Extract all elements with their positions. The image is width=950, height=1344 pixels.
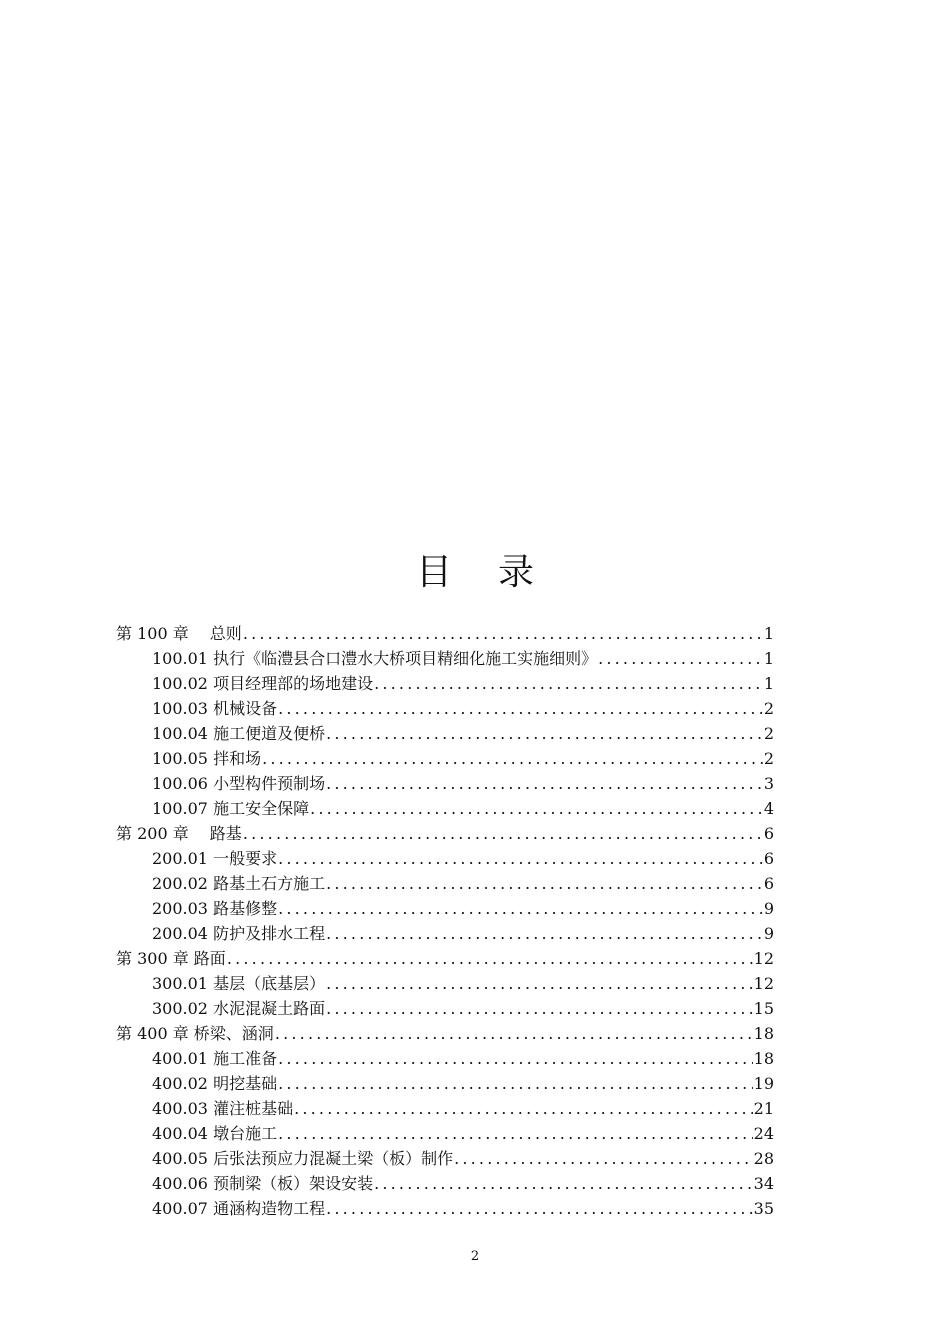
toc-section-entry[interactable] xyxy=(116,996,774,1021)
toc-page-number: 12 xyxy=(753,949,774,968)
toc-entry-text: 400.03 灌注桩基础 xyxy=(152,1099,294,1118)
toc-entry-text: 100.02 项目经理部的场地建设 xyxy=(152,674,374,693)
toc-chapter-entry[interactable] xyxy=(116,821,774,846)
toc-entry-text: 400.02 明挖基础 xyxy=(152,1074,278,1093)
toc-dot-leader xyxy=(326,1196,753,1221)
toc-page-number: 19 xyxy=(753,1074,774,1093)
toc-dot-leader xyxy=(243,621,763,646)
toc-entry-text: 300.01 基层（底基层） xyxy=(152,974,326,993)
toc-entry-text: 第 400 章 桥梁、涵洞 xyxy=(116,1024,274,1043)
toc-entry-text: 200.03 路基修整 xyxy=(152,899,278,918)
toc-dot-leader xyxy=(454,1146,753,1171)
toc-page-number: 1 xyxy=(763,649,774,668)
toc-entry-text: 100.05 拌和场 xyxy=(152,749,262,768)
toc-dot-leader xyxy=(294,1096,753,1121)
toc-section-entry[interactable] xyxy=(116,771,774,796)
toc-entry-text: 第 100 章 总则 xyxy=(116,624,242,643)
toc-dot-leader xyxy=(278,1121,753,1146)
toc-entry-text: 400.01 施工准备 xyxy=(152,1049,278,1068)
toc-section-entry[interactable] xyxy=(116,1096,774,1121)
toc-entry-text: 100.04 施工便道及便桥 xyxy=(152,724,326,743)
toc-page-number: 2 xyxy=(763,699,774,718)
toc-page-number: 24 xyxy=(753,1124,774,1143)
toc-section-entry[interactable] xyxy=(116,746,774,771)
toc-entry-text: 400.04 墩台施工 xyxy=(152,1124,278,1143)
toc-section-entry[interactable] xyxy=(116,796,774,821)
toc-dot-leader xyxy=(326,871,763,896)
toc-section-entry[interactable] xyxy=(116,721,774,746)
toc-entry-text: 第 200 章 路基 xyxy=(116,824,242,843)
toc-section-entry[interactable] xyxy=(116,896,774,921)
toc-chapter-entry[interactable] xyxy=(116,946,774,971)
toc-title: 目录 xyxy=(415,552,580,593)
toc-section-entry[interactable] xyxy=(116,1121,774,1146)
toc-page-number: 12 xyxy=(753,974,774,993)
toc-page-number: 15 xyxy=(753,999,774,1018)
toc-entry-text: 200.02 路基土石方施工 xyxy=(152,874,326,893)
toc-entry-text: 400.05 后张法预应力混凝土梁（板）制作 xyxy=(152,1149,454,1168)
toc-entry-text: 第 300 章 路面 xyxy=(116,949,226,968)
toc-page-number: 1 xyxy=(763,674,774,693)
toc-dot-leader xyxy=(278,1071,753,1096)
toc-dot-leader xyxy=(310,796,763,821)
toc-entry-text: 300.02 水泥混凝土路面 xyxy=(152,999,326,1018)
toc-entry-text: 200.01 一般要求 xyxy=(152,849,278,868)
toc-section-entry[interactable] xyxy=(116,846,774,871)
toc-entry-text: 100.03 机械设备 xyxy=(152,699,278,718)
toc-page-number: 6 xyxy=(763,849,774,868)
toc-section-entry[interactable] xyxy=(116,1046,774,1071)
toc-section-entry[interactable] xyxy=(116,971,774,996)
toc-entry-text: 200.04 防护及排水工程 xyxy=(152,924,326,943)
toc-section-entry[interactable] xyxy=(116,1171,774,1196)
toc-entry-text: 100.01 执行《临澧县合口澧水大桥项目精细化施工实施细则》 xyxy=(152,649,598,668)
toc-dot-leader xyxy=(278,846,763,871)
toc-dot-leader xyxy=(326,921,763,946)
toc-chapter-entry[interactable] xyxy=(116,1021,774,1046)
toc-page-number: 18 xyxy=(753,1049,774,1068)
toc-entry-text: 100.06 小型构件预制场 xyxy=(152,774,326,793)
toc-dot-leader xyxy=(278,896,763,921)
toc-section-entry[interactable] xyxy=(116,1146,774,1171)
toc-dot-leader xyxy=(275,1021,753,1046)
toc-entry-text: 400.07 通涵构造物工程 xyxy=(152,1199,326,1218)
toc-chapter-entry[interactable] xyxy=(116,621,774,646)
toc-page-number: 4 xyxy=(763,799,774,818)
toc-page-number: 2 xyxy=(763,749,774,768)
toc-dot-leader xyxy=(326,771,763,796)
toc-page-number: 9 xyxy=(763,924,774,943)
toc-page-number: 3 xyxy=(763,774,774,793)
toc-page-number: 18 xyxy=(753,1024,774,1043)
toc-dot-leader xyxy=(278,696,763,721)
toc-page-number: 21 xyxy=(753,1099,774,1118)
toc-section-entry[interactable] xyxy=(116,646,774,671)
toc-section-entry[interactable] xyxy=(116,871,774,896)
toc-entry-text: 100.07 施工安全保障 xyxy=(152,799,310,818)
toc-dot-leader xyxy=(227,946,753,971)
toc-page-number: 2 xyxy=(763,724,774,743)
toc-section-entry[interactable] xyxy=(116,1196,774,1221)
toc-dot-leader xyxy=(374,671,763,696)
toc-section-entry[interactable] xyxy=(116,696,774,721)
toc-page-number: 35 xyxy=(753,1199,774,1218)
toc-page-number: 1 xyxy=(763,624,774,643)
toc-page-number: 6 xyxy=(763,824,774,843)
toc-dot-leader xyxy=(262,746,763,771)
toc-page-number: 6 xyxy=(763,874,774,893)
toc-dot-leader xyxy=(326,996,753,1021)
toc-section-entry[interactable] xyxy=(116,921,774,946)
toc-page-number: 28 xyxy=(753,1149,774,1168)
toc-dot-leader xyxy=(598,646,763,671)
toc-dot-leader xyxy=(326,721,763,746)
toc-section-entry[interactable] xyxy=(116,1071,774,1096)
toc-dot-leader xyxy=(374,1171,753,1196)
toc-dot-leader xyxy=(278,1046,753,1071)
toc-entry-text: 400.06 预制梁（板）架设安装 xyxy=(152,1174,374,1193)
toc-page-number: 34 xyxy=(753,1174,774,1193)
toc-section-entry[interactable] xyxy=(116,671,774,696)
table-of-contents xyxy=(116,621,774,1221)
page-number: 2 xyxy=(470,1249,480,1264)
toc-dot-leader xyxy=(326,971,753,996)
toc-dot-leader xyxy=(243,821,763,846)
toc-page-number: 9 xyxy=(763,899,774,918)
